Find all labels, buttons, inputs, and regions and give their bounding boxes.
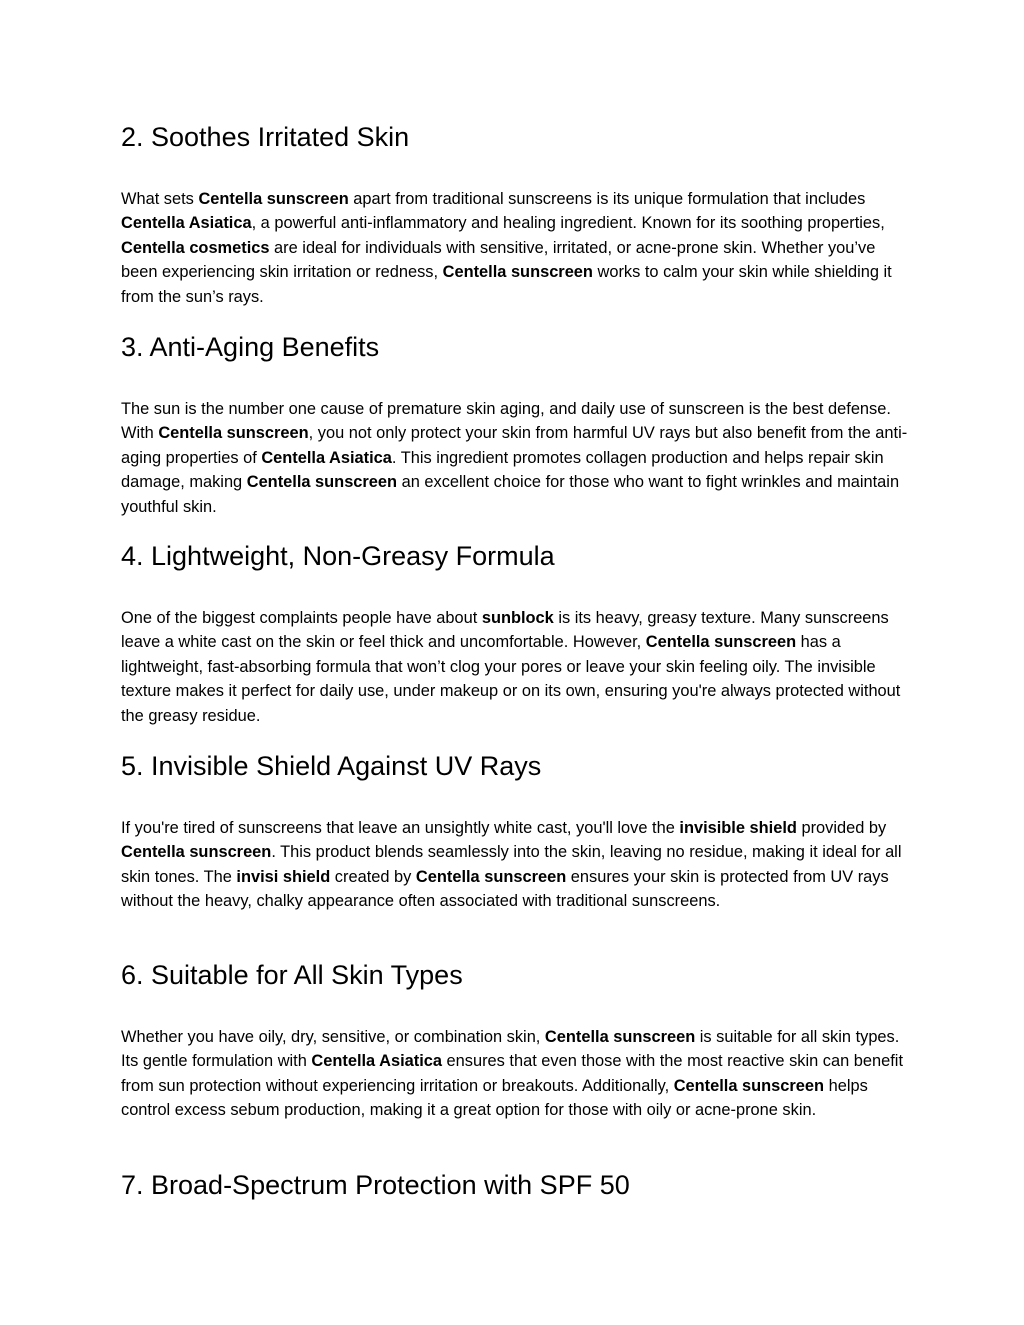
- section-paragraph: One of the biggest complaints people have about sunblock is its heavy, greasy texture. Many sunscreens leave a white cast on the skin or feel thick and uncomfortable. However, Centella sunscreen has a lightweight, fast-absorbing formula that won’t clog your pores or leave your skin feeling oily. The invisible texture makes it perfect for daily use, under makeup or on its own, ensuring you're always protected without the greasy residue.: [121, 609, 901, 725]
- section-heading: 2. Soothes Irritated Skin: [121, 122, 410, 152]
- bold-term: invisible shield: [679, 819, 797, 837]
- section-all-skin-types: [121, 959, 911, 1123]
- bold-term: Centella cosmetics: [121, 238, 270, 257]
- section-heading: 3. Anti-Aging Benefits: [121, 332, 380, 362]
- bold-term: sunblock: [481, 609, 554, 627]
- bold-term: Centella Asiatica: [121, 214, 252, 233]
- bold-term: Centella sunscreen: [544, 1028, 696, 1046]
- bold-term: Centella sunscreen: [198, 190, 349, 208]
- section-heading: 5. Invisible Shield Against UV Rays: [121, 751, 542, 781]
- bold-term: Centella sunscreen: [121, 843, 272, 862]
- bold-term: Centella sunscreen: [415, 867, 567, 886]
- section-heading: 4. Lightweight, Non-Greasy Formula: [121, 541, 555, 571]
- section-paragraph: The sun is the number one cause of premature skin aging, and daily use of sunscreen is the best defense. With Centella sunscreen, you not only protect your skin from harmful UV rays but also benefit from the anti-aging properties of Centella Asiatica. This ingredient promotes collagen production and helps repair skin damage, making Centella sunscreen an excellent choice for those who want to fight wrinkles and maintain youthful skin.: [121, 400, 908, 516]
- bold-term: invisi shield: [236, 867, 331, 886]
- bold-term: Centella sunscreen: [645, 633, 797, 652]
- section-lightweight-formula: [121, 540, 911, 728]
- section-anti-aging-benefits: [121, 331, 911, 519]
- bold-term: Centella Asiatica: [261, 448, 392, 467]
- section-paragraph: If you're tired of sunscreens that leave an unsightly white cast, you'll love the invisible shield provided by Centella sunscreen. This product blends seamlessly into the skin, leaving no residue, making it ideal for all skin tones. The invisi shield created by Centella sunscreen ensures your skin is protected from UV rays without the heavy, chalky appearance often associated with traditional sunscreens.: [121, 819, 902, 911]
- bold-term: Centella sunscreen: [442, 263, 593, 282]
- section-invisible-shield: [121, 750, 911, 914]
- bold-term: Centella Asiatica: [311, 1052, 442, 1071]
- bold-term: Centella sunscreen: [246, 473, 398, 492]
- section-heading: 6. Suitable for All Skin Types: [121, 960, 463, 990]
- bold-term: Centella sunscreen: [158, 424, 309, 443]
- section-soothes-irritated-skin: [121, 121, 911, 309]
- section-broad-spectrum: [121, 1169, 911, 1201]
- bold-term: Centella sunscreen: [673, 1076, 825, 1095]
- section-paragraph: Whether you have oily, dry, sensitive, or combination skin, Centella sunscreen is suitable for all skin types. Its gentle formulation with Centella Asiatica ensures that even those with the most reactive skin can benefit from sun protection without experiencing irritation or breakouts. Additionally, Centella sunscreen helps control excess sebum production, making it a great option for those with oily or acne-prone skin.: [121, 1028, 903, 1120]
- section-paragraph: What sets Centella sunscreen apart from traditional sunscreens is its unique formulation that includes Centella Asiatica, a powerful anti-inflammatory and healing ingredient. Known for its soothing properties, Centella cosmetics are ideal for individuals with sensitive, irritated, or acne-prone skin. Whether you’ve been experiencing skin irritation or redness, Centella sunscreen works to calm your skin while shielding it from the sun’s rays.: [121, 190, 892, 306]
- section-heading: 7. Broad-Spectrum Protection with SPF 50: [121, 1170, 630, 1200]
